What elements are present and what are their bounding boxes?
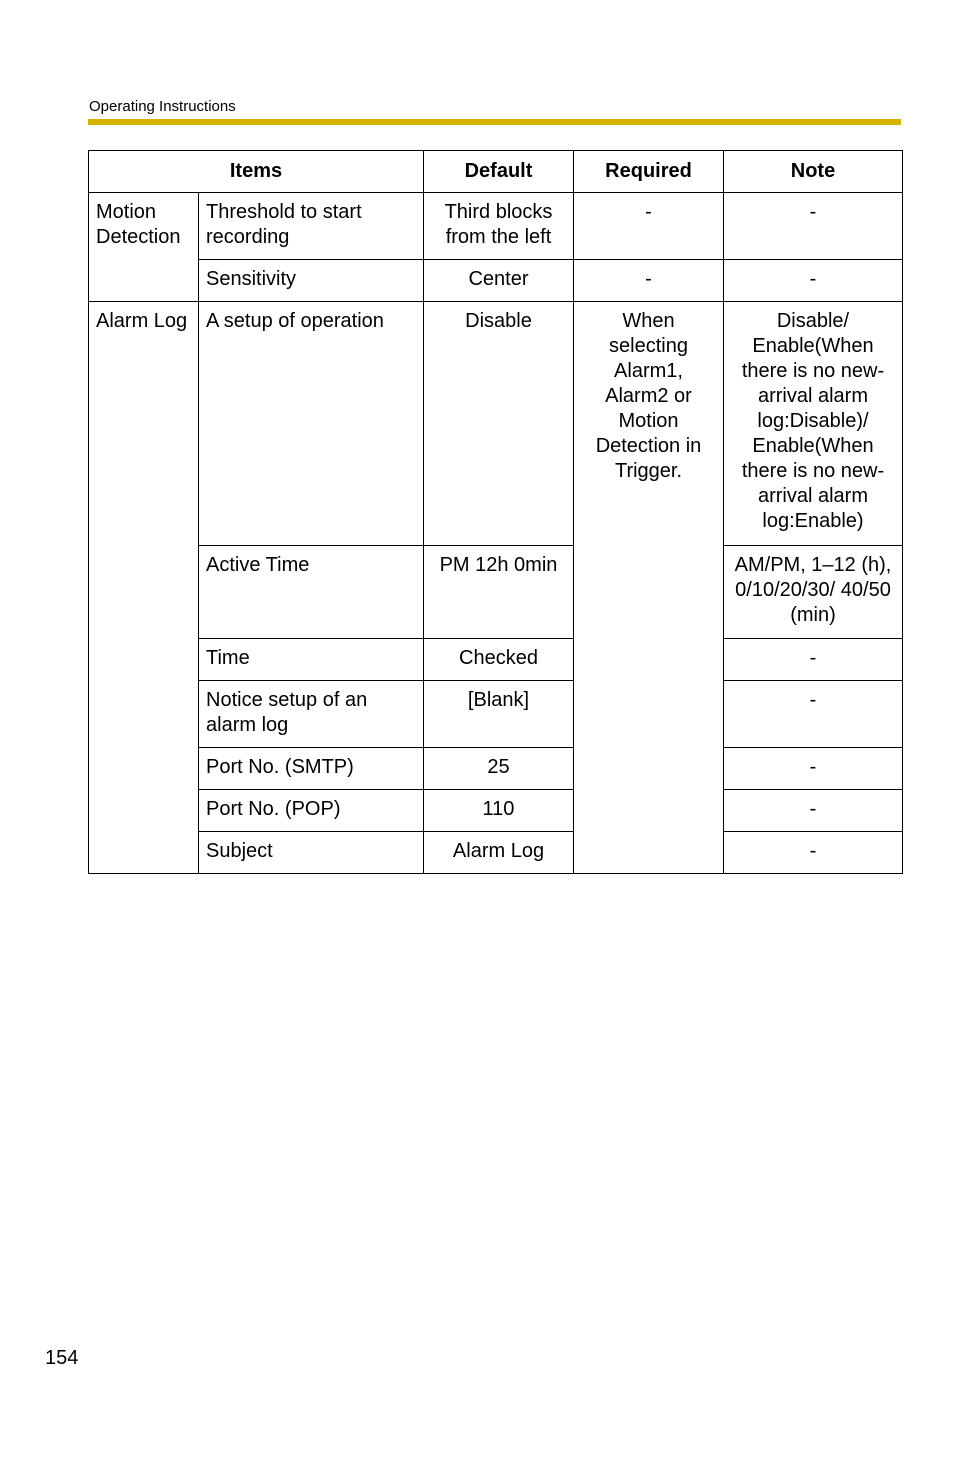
required-cell: -: [574, 193, 724, 260]
required-cell: -: [574, 260, 724, 302]
item-cell: Active Time: [199, 546, 424, 639]
table-row: [89, 193, 903, 260]
default-cell: Disable: [424, 302, 574, 546]
table-row: [89, 832, 903, 874]
default-cell: 110: [424, 790, 574, 832]
table-row: [89, 546, 903, 639]
table-header-row: [89, 151, 903, 193]
note-cell: -: [724, 790, 903, 832]
table-row: [89, 302, 903, 546]
note-cell: Disable/ Enable(When there is no new-arrival alarm log:Disable)/ Enable(When there is no new-arrival alarm log:Enable): [724, 302, 903, 546]
item-cell: Sensitivity: [199, 260, 424, 302]
note-cell: -: [724, 193, 903, 260]
header-rule: [88, 119, 901, 125]
table-row: [89, 260, 903, 302]
column-header-note: Note: [724, 151, 903, 193]
running-title: Operating Instructions: [89, 98, 236, 115]
note-cell: -: [724, 832, 903, 874]
table-row: [89, 639, 903, 681]
default-cell: [Blank]: [424, 681, 574, 748]
required-cell: When selecting Alarm1, Alarm2 or Motion Detection in Trigger.: [574, 302, 724, 874]
default-cell: Checked: [424, 639, 574, 681]
item-cell: Notice setup of an alarm log: [199, 681, 424, 748]
note-cell: -: [724, 260, 903, 302]
item-cell: Threshold to start recording: [199, 193, 424, 260]
table-row: [89, 748, 903, 790]
item-cell: A setup of operation: [199, 302, 424, 546]
column-header-items: Items: [89, 151, 424, 193]
column-header-required: Required: [574, 151, 724, 193]
item-cell: Time: [199, 639, 424, 681]
settings-table: [88, 150, 903, 874]
table-row: [89, 790, 903, 832]
item-cell: Port No. (POP): [199, 790, 424, 832]
page-number: 154: [45, 1347, 79, 1369]
item-cell: Subject: [199, 832, 424, 874]
category-cell: Motion Detection: [89, 193, 199, 302]
column-header-default: Default: [424, 151, 574, 193]
category-cell: Alarm Log: [89, 302, 199, 874]
table-row: [89, 681, 903, 748]
note-cell: AM/PM, 1–12 (h), 0/10/20/30/ 40/50 (min): [724, 546, 903, 639]
default-cell: PM 12h 0min: [424, 546, 574, 639]
default-cell: 25: [424, 748, 574, 790]
note-cell: -: [724, 748, 903, 790]
default-cell: Center: [424, 260, 574, 302]
item-cell: Port No. (SMTP): [199, 748, 424, 790]
default-cell: Alarm Log: [424, 832, 574, 874]
default-cell: Third blocks from the left: [424, 193, 574, 260]
note-cell: -: [724, 639, 903, 681]
note-cell: -: [724, 681, 903, 748]
